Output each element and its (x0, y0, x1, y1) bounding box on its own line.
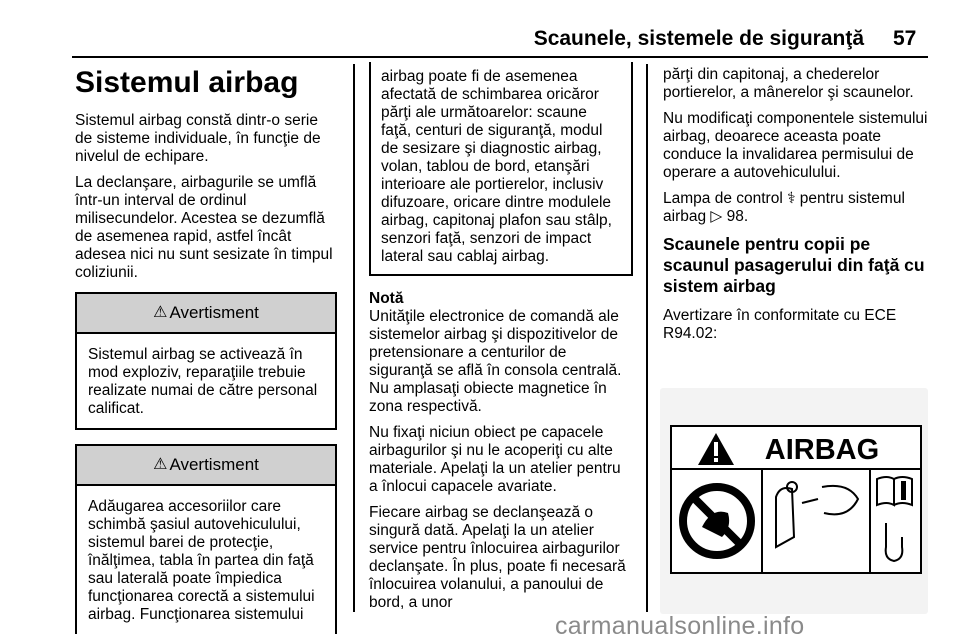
paragraph: Sistemul airbag constă dintr-o serie de sisteme individuale, în funcţie de nivelul de echipare. (75, 112, 321, 165)
paragraph: Nu fixaţi niciun obiect pe capacele airbagurilor şi nu le acoperiţi cu alte materiale. Apelaţi la un atelier pentru a înlocui capacele avariate. (369, 424, 621, 495)
airbag-seat-icon: ⚕ (787, 190, 796, 207)
warning-box (75, 292, 337, 430)
note-text: Unităţile electronice de comandă ale sistemelor airbag şi dispozitivelor de pretensionare a centurilor de siguranţă se află în consola centrală. Nu amplasaţi obiecte magnetice în zona respectivă. (369, 308, 622, 415)
warning-box (75, 444, 337, 634)
warning-triangle-icon: ⚠ (153, 304, 168, 321)
warning-title: Avertisment (169, 303, 259, 322)
paragraph: Fiecare airbag se declanşează o singură dată. Apelaţi la un atelier service pentru înlocuirea airbagurilor declanşate. În plus, poate fi necesară înlocuirea volanului, a panoului de bord, a unor (369, 504, 626, 611)
lamp-text-cont: pentru sistemul airbag (663, 190, 905, 225)
heading-airbag-system: Sistemul airbag (75, 66, 299, 99)
paragraph: Nu modificaţi componentele sistemului airbag, deoarece aceasta poate conduce la invalidarea permisului de operare a autovehiculului. (663, 110, 928, 181)
column-2 (369, 62, 633, 620)
no-rear-facing-child-seat-icon (683, 487, 751, 555)
column-3 (663, 66, 929, 351)
warning-text: Adăugarea accesoriilor care schimbă şasiul autovehiculului, sistemul barei de protecţie, înălţimea, tabla în partea din faţă sau laterală poate împiedica funcţionarea corectă a sistemului airbag. Funcţionarea sistemului (88, 498, 315, 623)
warning-triangle-icon (698, 433, 734, 465)
watermark: carmanualsonline.info (555, 612, 805, 640)
manual-info-icon (877, 477, 912, 561)
page-reference-arrow-icon: ▷ (710, 208, 723, 225)
page-number: 57 (893, 27, 917, 50)
warning-header (77, 294, 335, 334)
column-divider-2 (646, 64, 648, 612)
lamp-text: Lampa de control (663, 190, 783, 207)
warning-box-continuation (369, 62, 633, 276)
paragraph: La declanşare, airbagurile se umflă într-un interval de ordinul milisecundelor. Acestea se dezumflă de asemenea rapid, astfel încât adesea nici nu sunt sesizate în timpul coliziunii. (75, 174, 333, 281)
page-reference: 98. (726, 208, 749, 225)
column-1 (75, 66, 337, 634)
section-title: Scaunele, sistemele de siguranţă (533, 27, 864, 50)
heading-child-seats: Scaunele pentru copii pe scaunul pasagerului din faţă cu sistem airbag (663, 234, 925, 296)
column-divider-1 (353, 64, 355, 612)
warning-header (77, 446, 335, 486)
label-title: AIRBAG (764, 434, 880, 466)
airbag-deploy-icon (776, 482, 858, 547)
note-title: Notă (369, 290, 404, 307)
header-rule (72, 56, 928, 58)
warning-title: Avertisment (169, 455, 259, 474)
airbag-label-graphic (672, 427, 920, 572)
paragraph: Avertizare în conformitate cu ECE R94.02: (663, 307, 897, 342)
paragraph: părţi din capitonaj, a chederelor portierelor, a mânerelor şi scaunelor. (663, 66, 914, 101)
warning-text: Sistemul airbag se activează în mod exploziv, reparaţiile trebuie realizate numai de către personal calificat. (88, 346, 318, 417)
page-header (0, 27, 960, 57)
paragraph (663, 190, 929, 226)
warning-text: airbag poate fi de asemenea afectată de schimbarea oricăror părţi ale următoarelor: scaune faţă, centuri de siguranţă, modul de sesizare şi diagnostic airbag, volan, tablou de bord, etanşări interioare ale portierelor, inclusiv difuzoare, oricare dintre modulele airbag, capitonaj plafon sau stâlp, senzori faţă, senzori de impact lateral sau cablaj airbag. (381, 68, 612, 265)
warning-triangle-icon: ⚠ (153, 456, 168, 473)
airbag-warning-label (670, 425, 922, 574)
